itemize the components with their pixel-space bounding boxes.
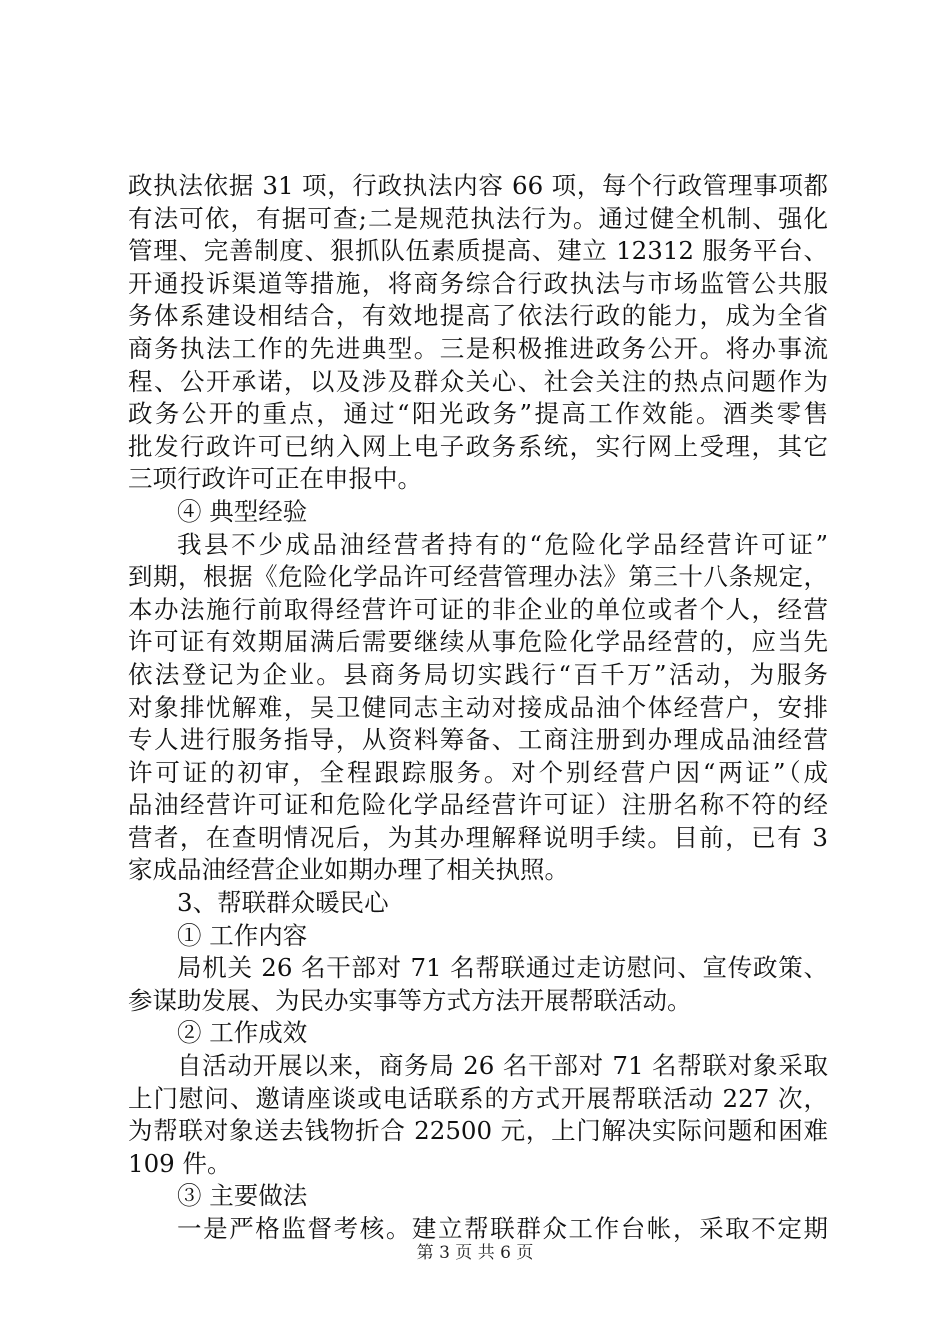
text-line: 参谋助发展、为民办实事等方式方法开展帮联活动。	[128, 985, 692, 1015]
text-line: 为帮联对象送去钱物折合 22500 元，上门解决实际问题和困难	[128, 1116, 828, 1146]
text-line: 开通投诉渠道等措施，将商务综合行政执法与市场监管公共服	[128, 268, 828, 298]
text-line: 务体系建设相结合，有效地提高了依法行政的能力，成为全省	[128, 301, 828, 331]
text-line: 局机关 26 名干部对 71 名帮联通过走访慰问、宣传政策、	[177, 953, 828, 983]
text-line: 依法登记为企业。县商务局切实践行“百千万”活动，为服务	[128, 659, 828, 689]
text-line: 3、帮联群众暖民心	[177, 888, 389, 918]
text-line: ③ 主要做法	[177, 1181, 308, 1211]
page-footer: 第 3 页 共 6 页	[416, 1243, 534, 1263]
text-line: ② 工作成效	[177, 1018, 308, 1048]
text-line: 管理、完善制度、狠抓队伍素质提高、建立 12312 服务平台、	[128, 236, 828, 266]
text-line: 家成品油经营企业如期办理了相关执照。	[128, 855, 569, 885]
text-line: 许可证的初审，全程跟踪服务。对个别经营户因“两证”（成	[128, 757, 828, 787]
text-line: ④ 典型经验	[177, 496, 308, 526]
text-line: 程、公开承诺，以及涉及群众关心、社会关注的热点问题作为	[128, 366, 828, 396]
text-line: 三项行政许可正在申报中。	[128, 464, 422, 494]
text-line: 109 件。	[128, 1148, 232, 1178]
text-line: 政务公开的重点，通过“阳光政务”提高工作效能。酒类零售	[128, 399, 828, 429]
text-line: 自活动开展以来，商务局 26 名干部对 71 名帮联对象采取	[177, 1051, 828, 1081]
text-line: 本办法施行前取得经营许可证的非企业的单位或者个人，经营	[128, 594, 828, 624]
text-line: 有法可依，有据可查;二是规范执法行为。通过健全机制、强化	[128, 203, 828, 233]
text-line: 专人进行服务指导，从资料筹备、工商注册到办理成品油经营	[128, 725, 828, 755]
text-line: 营者，在查明情况后，为其办理解释说明手续。目前，已有 3	[128, 822, 828, 852]
text-line: 品油经营许可证和危险化学品经营许可证）注册名称不符的经	[128, 790, 828, 820]
text-line: 上门慰问、邀请座谈或电话联系的方式开展帮联活动 227 次，	[128, 1083, 828, 1113]
text-line: 商务执法工作的先进典型。三是积极推进政务公开。将办事流	[128, 333, 828, 363]
document-body	[128, 170, 828, 1246]
text-line: 许可证有效期届满后需要继续从事危险化学品经营的，应当先	[128, 627, 828, 657]
text-line: 政执法依据 31 项，行政执法内容 66 项，每个行政管理事项都	[128, 171, 828, 200]
text-line: 我县不少成品油经营者持有的“危险化学品经营许可证”	[177, 529, 828, 559]
text-line: ① 工作内容	[177, 920, 308, 950]
text-line: 到期，根据《危险化学品许可经营管理办法》第三十八条规定，	[128, 562, 828, 592]
text-line: 对象排忧解难，吴卫健同志主动对接成品油个体经营户，安排	[128, 692, 828, 722]
text-line: 批发行政许可已纳入网上电子政务系统，实行网上受理，其它	[128, 431, 828, 461]
text-line: 一是严格监督考核。建立帮联群众工作台帐，采取不定期	[177, 1214, 828, 1243]
